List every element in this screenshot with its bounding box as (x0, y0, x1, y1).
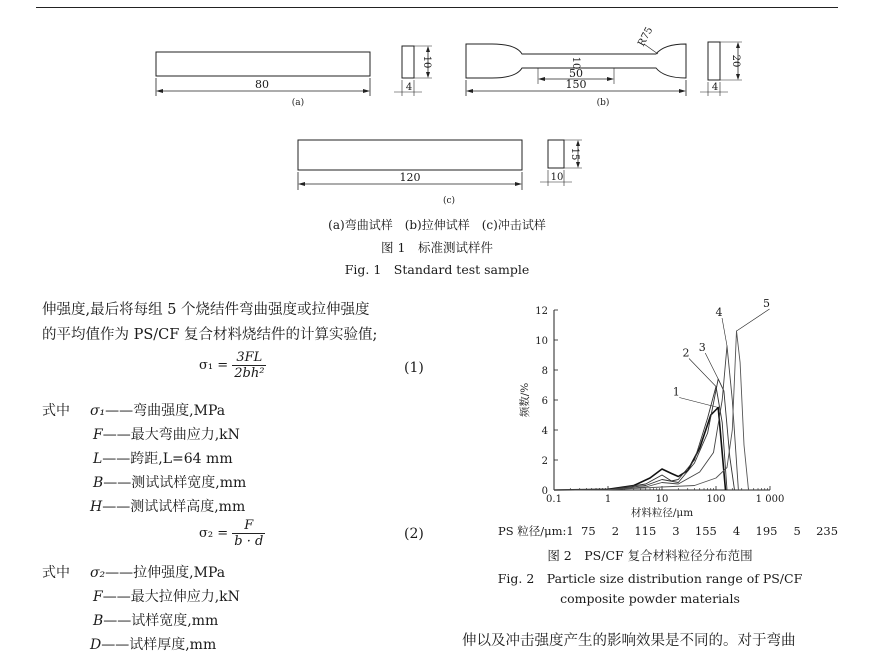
var-item: B——试样宽度,mm (93, 613, 219, 629)
y-tick-label: 2 (541, 456, 548, 467)
specimen-c-side (298, 140, 522, 170)
series-3-leader (705, 353, 718, 379)
specimen-a-side (156, 52, 370, 76)
specimen-b-end (708, 42, 720, 80)
eq1-number: (1) (404, 360, 424, 376)
x-axis-title: 材料粒径/μm (630, 507, 694, 519)
fig2-caption-en-1: Fig. 2 Particle size distribution range of PS/CF (497, 571, 803, 586)
eq2-denominator: b · d (234, 534, 264, 549)
dim-c-length: 120 (399, 171, 421, 184)
fig2-legend (498, 523, 854, 539)
para-line-2: 的平均值作为 PS/CF 复合材料烧结件的计算实验值; (42, 327, 378, 343)
label-c: (c) (442, 196, 456, 206)
y-axis-title: 频数/% (519, 382, 531, 418)
dim-b-height: 20 (730, 54, 741, 68)
legend-item: 3 155 (672, 524, 717, 538)
series-5-line (554, 331, 749, 490)
fig1-caption-en: Fig. 1 Standard test sample (344, 262, 530, 277)
fig2-chart (500, 296, 800, 522)
y-tick-label: 10 (535, 336, 548, 347)
y-tick-label: 6 (541, 396, 548, 407)
eq2-numerator: F (232, 518, 265, 534)
x-tick-label: 1 (604, 494, 612, 505)
specimen-c-end (548, 140, 564, 168)
equation-1 (199, 350, 266, 381)
eq1-denominator: 2bh² (234, 366, 265, 381)
equation-2 (199, 518, 265, 549)
series-3-line (554, 379, 735, 490)
y-tick-label: 12 (535, 306, 548, 317)
series-3-label: 3 (698, 341, 706, 354)
series-5-leader (737, 309, 770, 331)
chart-series (554, 297, 770, 490)
y-tick-label: 8 (541, 366, 548, 377)
series-1-line (554, 408, 726, 491)
para-right-line-1: 伸以及冲击强度产生的影响效果是不同的。对于弯曲 (462, 633, 796, 649)
var-item: F——最大弯曲应力,kN (93, 427, 240, 443)
dim-b-length: 150 (565, 78, 587, 91)
var-item: B——测试试样宽度,mm (93, 475, 247, 491)
y-tick-label: 4 (541, 426, 548, 437)
fig1-subcaption: (a)弯曲试样 (b)拉伸试样 (c)冲击试样 (328, 218, 546, 232)
where-label-2: 式中 (42, 565, 70, 581)
var-item: H——测试试样高度,mm (90, 499, 246, 515)
x-tick-label: 1 000 (755, 494, 785, 505)
var-item: σ₁——弯曲强度,MPa (90, 403, 226, 419)
x-tick-label: 0.1 (546, 494, 562, 505)
series-2-leader (689, 359, 716, 387)
y-tick-label: 0 (541, 486, 548, 497)
eq2-number: (2) (404, 526, 424, 542)
fig1-caption-cn: 图 1 标准测试样件 (381, 240, 493, 255)
dim-a-width: 4 (405, 82, 413, 93)
label-a: (a) (291, 98, 305, 108)
legend-prefix: PS 粒径/μm: (498, 524, 567, 538)
fig2-caption-en-2: composite powder materials (560, 591, 740, 606)
eq1-numerator: 3FL (232, 350, 266, 366)
var-item: σ₂——拉伸强度,MPa (90, 565, 226, 581)
var-item: D——试样厚度,mm (90, 637, 217, 653)
dim-b-width: 4 (711, 82, 719, 93)
series-4-label: 4 (715, 306, 723, 319)
where-label-1: 式中 (42, 403, 70, 419)
dim-c-width: 10 (550, 172, 564, 183)
var-item: L——跨距,L=64 mm (93, 451, 233, 467)
series-2-line (554, 387, 727, 491)
eq2-lhs: σ₂ = (199, 526, 229, 541)
dim-b-radius: R75 (636, 25, 656, 49)
fig2-caption-cn: 图 2 PS/CF 复合材料粒径分布范围 (547, 548, 753, 563)
para-line-1: 伸强度,最后将每组 5 个烧结件弯曲强度或拉伸强度 (42, 302, 370, 318)
dim-a-length: 80 (255, 78, 269, 91)
x-tick-label: 100 (706, 494, 726, 505)
eq1-lhs: σ₁ = (199, 358, 229, 373)
legend-item: 2 115 (611, 524, 657, 538)
dim-b-gauge: 50 (569, 67, 583, 80)
label-b: (b) (596, 98, 610, 108)
x-tick-label: 10 (655, 494, 669, 505)
series-2-label: 2 (682, 346, 690, 360)
dim-b-neck: 10 (570, 56, 581, 70)
chart-axes (518, 306, 784, 519)
series-4-leader (722, 318, 727, 346)
legend-item: 5 235 (793, 524, 839, 538)
series-5-label: 5 (763, 297, 771, 310)
dim-c-height: 15 (569, 147, 580, 161)
series-1-label: 1 (672, 385, 680, 399)
var-item: F——最大拉伸应力,kN (93, 589, 240, 605)
legend-item: 4 195 (732, 524, 778, 538)
legend-item: 1 75 (566, 524, 596, 538)
dim-a-height: 10 (421, 55, 432, 69)
figure-1 (0, 0, 874, 210)
specimen-a-end (402, 46, 414, 78)
